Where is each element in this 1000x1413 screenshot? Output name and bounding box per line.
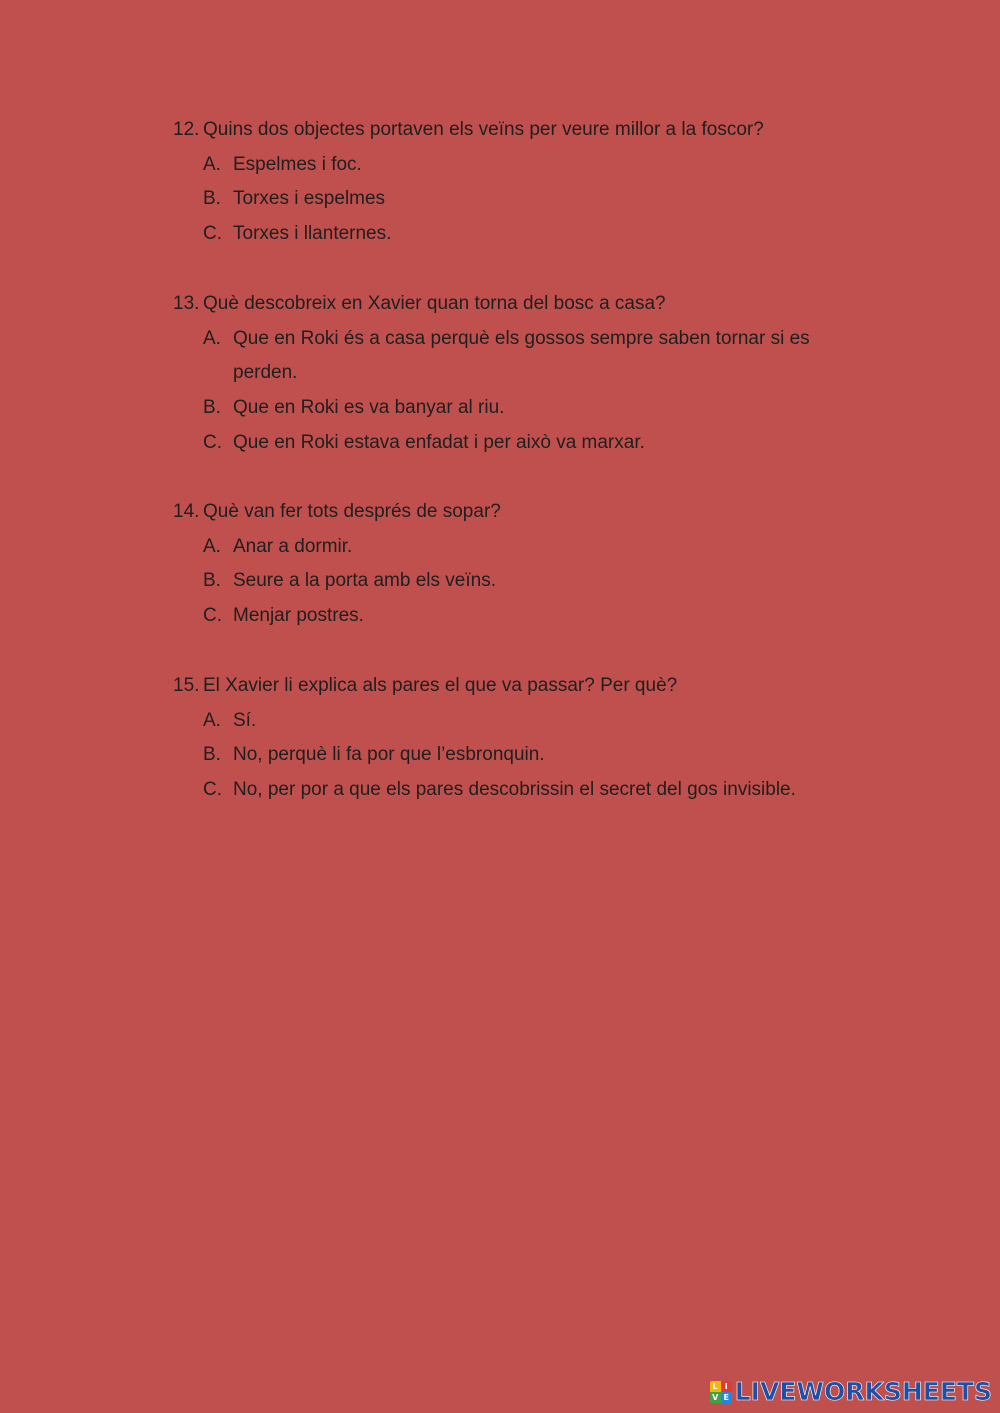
option-text: No, perquè li fa por que l’esbronquin. xyxy=(233,744,545,766)
option-a[interactable] xyxy=(173,530,873,565)
option-b[interactable] xyxy=(173,738,873,773)
question-text: Quins dos objectes portaven els veïns per veure millor a la foscor? xyxy=(203,119,764,140)
option-a[interactable] xyxy=(173,322,873,391)
question-14 xyxy=(173,495,873,634)
option-list xyxy=(173,530,873,634)
logo-mark-cell: I xyxy=(721,1381,732,1392)
option-letter: B. xyxy=(203,397,221,419)
option-c[interactable] xyxy=(173,217,873,252)
option-text: Anar a dormir. xyxy=(233,535,353,557)
option-letter: A. xyxy=(203,535,221,557)
option-letter: C. xyxy=(203,779,222,801)
option-letter: B. xyxy=(203,570,221,592)
logo-mark-cell: L xyxy=(710,1381,721,1392)
option-b[interactable] xyxy=(173,391,873,426)
option-text: Seure a la porta amb els veïns. xyxy=(233,570,496,592)
question-text: El Xavier li explica als pares el que va passar? Per què? xyxy=(203,675,678,696)
option-a[interactable] xyxy=(173,704,873,739)
option-c[interactable] xyxy=(173,773,873,808)
question-line xyxy=(173,113,873,148)
option-letter: A. xyxy=(203,327,221,349)
option-letter: C. xyxy=(203,605,222,627)
question-number: 14. xyxy=(173,501,200,522)
option-text: Torxes i llanternes. xyxy=(233,223,392,245)
option-c[interactable] xyxy=(173,599,873,634)
option-letter: B. xyxy=(203,188,221,210)
logo-mark-cell: V xyxy=(710,1392,721,1403)
option-text: Que en Roki és a casa perquè els gossos sempre saben tornar si es perden. xyxy=(233,327,810,384)
question-13 xyxy=(173,287,873,461)
option-list xyxy=(173,704,873,808)
option-b[interactable] xyxy=(173,564,873,599)
question-12 xyxy=(173,113,873,252)
option-list xyxy=(173,148,873,252)
option-text: Que en Roki es va banyar al riu. xyxy=(233,397,505,419)
liveworksheets-logo[interactable] xyxy=(710,1377,992,1407)
option-c[interactable] xyxy=(173,426,873,461)
option-letter: A. xyxy=(203,153,221,175)
option-text: No, per por a que els pares descobrissin el secret del gos invisible. xyxy=(233,779,796,801)
question-line xyxy=(173,287,873,322)
option-text: Menjar postres. xyxy=(233,605,364,627)
option-letter: C. xyxy=(203,223,222,245)
option-letter: A. xyxy=(203,709,221,731)
logo-wordmark: LIVEWORKSHEETS xyxy=(734,1377,992,1406)
option-text: Sí. xyxy=(233,709,257,731)
question-line xyxy=(173,669,873,704)
question-number: 13. xyxy=(173,293,200,314)
option-text: Que en Roki estava enfadat i per això va marxar. xyxy=(233,431,645,453)
logo-mark-cell: E xyxy=(721,1392,732,1403)
option-a[interactable] xyxy=(173,148,873,183)
option-text: Espelmes i foc. xyxy=(233,153,362,175)
question-line xyxy=(173,495,873,530)
question-number: 12. xyxy=(173,119,200,140)
logo-mark-icon xyxy=(710,1381,732,1403)
option-letter: B. xyxy=(203,744,221,766)
option-b[interactable] xyxy=(173,182,873,217)
option-list xyxy=(173,322,873,461)
option-letter: C. xyxy=(203,431,222,453)
question-15 xyxy=(173,669,873,808)
question-text: Què descobreix en Xavier quan torna del bosc a casa? xyxy=(203,293,666,314)
question-text: Què van fer tots després de sopar? xyxy=(203,501,501,522)
option-text: Torxes i espelmes xyxy=(233,188,386,210)
question-number: 15. xyxy=(173,675,200,696)
